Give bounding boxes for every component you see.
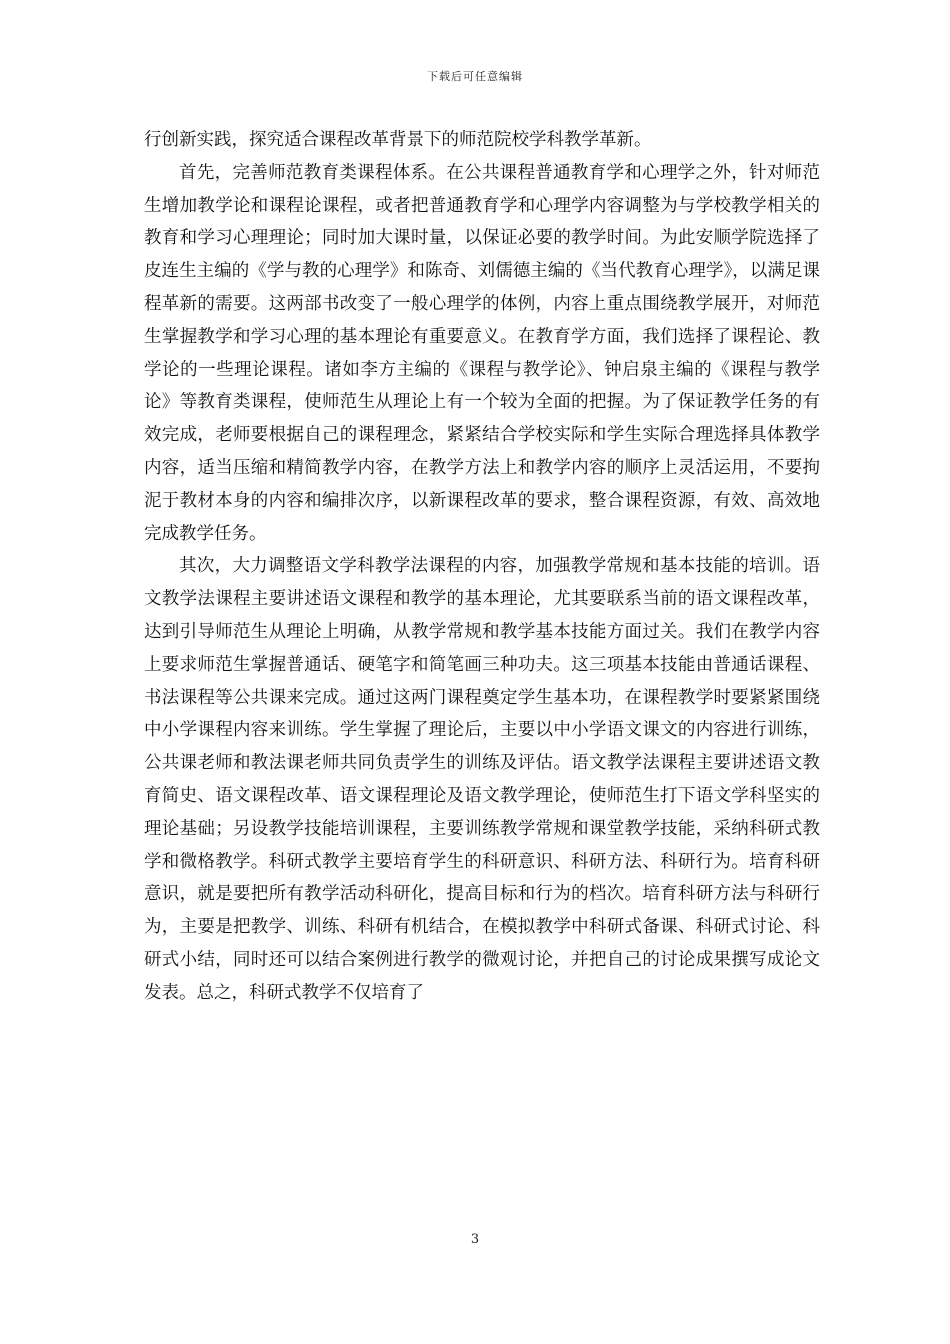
document-body <box>144 124 820 1010</box>
paragraph-continuation: 行创新实践，探究适合课程改革背景下的师范院校学科教学革新。 <box>144 130 652 150</box>
paragraph-first: 首先，完善师范教育类课程体系。在公共课程普通教育学和心理学之外，针对师范生增加教学论和课程论课程，或者把普通教育学和心理学内容调整为与学校教学相关的教育和学习心理理论；同时加大课时量，以保证必要的教学时间。为此安顺学院选择了皮连生主编的《学与教的心理学》和陈奇、刘儒德主编的《当代教育心理学》，以满足课程革新的需要。这两部书改变了一般心理学的体例，内容上重点围绕教学展开，对师范生掌握教学和学习心理的基本理论有重要意义。在教育学方面，我们选择了课程论、教学论的一些理论课程。诸如李方主编的《课程与教学论》、钟启泉主编的《课程与教学论》等教育类课程，使师范生从理论上有一个较为全面的把握。为了保证教学任务的有效完成，老师要根据自己的课程理念，紧紧结合学校实际和学生实际合理选择具体教学内容，适当压缩和精简教学内容，在教学方法上和教学内容的顺序上灵活运用，不要拘泥于教材本身的内容和编排次序，以新课程改革的要求，整合课程资源，有效、高效地完成教学任务。 <box>144 162 820 544</box>
paragraph-second: 其次，大力调整语文学科教学法课程的内容，加强教学常规和基本技能的培训。语文教学法课程主要讲述语文课程和教学的基本理论，尤其要联系当前的语文课程改革，达到引导师范生从理论上明确，从教学常规和教学基本技能方面过关。我们在教学内容上要求师范生掌握普通话、硬笔字和简笔画三种功夫。这三项基本技能由普通话课程、书法课程等公共课来完成。通过这两门课程奠定学生基本功，在课程教学时要紧紧围绕中小学课程内容来训练。学生掌握了理论后，主要以中小学语文课文的内容进行训练，公共课老师和教法课老师共同负责学生的训练及评估。语文教学法课程主要讲述语文教育简史、语文课程改革、语文课程理论及语文教学理论，使师范生打下语文学科坚实的理论基础；另设教学技能培训课程，主要训练教学常规和课堂教学技能，采纳科研式教学和微格教学。科研式教学主要培育学生的科研意识、科研方法、科研行为。培育科研意识，就是要把所有教学活动科研化，提高目标和行为的档次。培育科研方法与科研行为，主要是把教学、训练、科研有机结合，在模拟教学中科研式备课、科研式讨论、科研式小结，同时还可以结合案例进行教学的微观讨论，并把自己的讨论成果撰写成论文发表。总之，科研式教学不仅培育了 <box>144 556 820 1003</box>
page-header: 下载后可任意编辑 <box>427 70 523 83</box>
page-number: 3 <box>470 1232 480 1247</box>
